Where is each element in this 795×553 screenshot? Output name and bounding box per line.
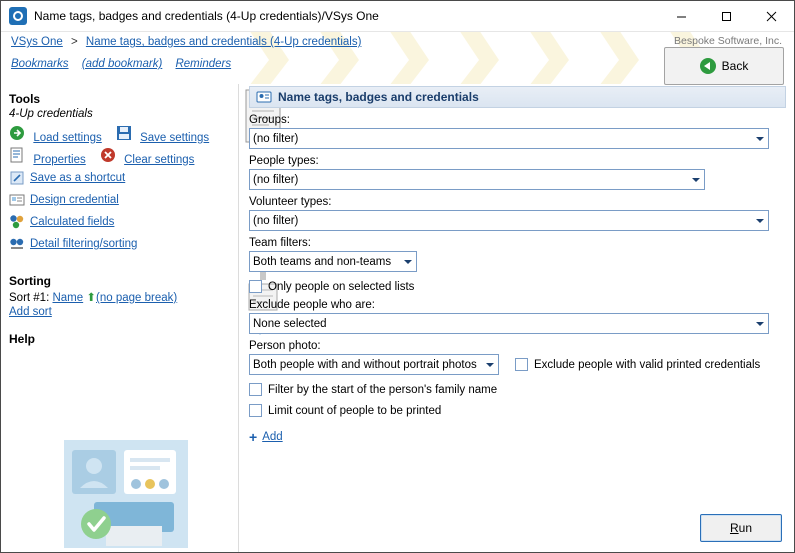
only-selected-lists-checkbox[interactable]: [249, 280, 262, 293]
add-sort-row: [9, 306, 230, 318]
filter-form: [249, 114, 786, 445]
exclude-valid-printed-row[interactable]: [515, 358, 760, 371]
plus-icon: +: [249, 429, 258, 445]
team-filters-label: Team filters:: [249, 237, 311, 249]
title-bar: [1, 1, 794, 32]
sorting-title: Sorting: [9, 274, 51, 288]
print-credential-illustration: [64, 440, 188, 548]
people-types-label: People types:: [249, 155, 319, 167]
groups-combo[interactable]: [249, 128, 769, 149]
tools-subtitle: 4-Up credentials: [9, 108, 93, 120]
add-link[interactable]: Add: [262, 431, 283, 443]
properties-label: Properties: [33, 153, 86, 166]
sort-prefix: Sort #1:: [9, 292, 50, 304]
sidebar-item-calculated-fields[interactable]: [9, 212, 230, 232]
sort-field-link[interactable]: Name: [52, 292, 84, 304]
sidebar-item-save-shortcut[interactable]: [9, 168, 230, 188]
person-photo-row: [249, 354, 786, 375]
exclude-valid-printed-label: Exclude people with valid printed credentials: [534, 358, 761, 371]
tools-row-1: [9, 124, 230, 144]
save-settings-label: Save settings: [140, 131, 210, 144]
limit-count-row[interactable]: [249, 404, 786, 417]
back-arrow-icon: [700, 58, 716, 74]
add-sort-link[interactable]: Add sort: [9, 306, 52, 318]
window-controls: [659, 1, 794, 31]
calculated-fields-label: Calculated fields: [30, 216, 115, 228]
exclude-valid-printed-checkbox[interactable]: [515, 358, 528, 371]
design-icon: [9, 192, 25, 208]
sidebar-item-load-settings[interactable]: [9, 125, 102, 144]
team-filters-combo[interactable]: [249, 251, 417, 272]
properties-icon: [9, 147, 25, 163]
volunteer-types-select[interactable]: [249, 210, 769, 231]
panel-title: Name tags, badges and credentials: [278, 90, 479, 104]
maximize-button[interactable]: [704, 1, 749, 31]
shortcut-icon: [9, 170, 25, 186]
sidebar-item-properties[interactable]: [9, 147, 86, 166]
add-bookmark-link[interactable]: (add bookmark): [81, 58, 163, 70]
back-button[interactable]: [664, 47, 784, 85]
app-icon: [9, 7, 27, 25]
tools-row-2: [9, 146, 230, 166]
sort-row: Sort #1: Name ⬆(no page break): [9, 292, 178, 304]
person-photo-select[interactable]: [249, 354, 499, 375]
clear-icon: [100, 147, 116, 163]
sidebar-item-clear-settings[interactable]: [100, 147, 195, 166]
save-icon: [116, 125, 132, 141]
sidebar-item-design-credential[interactable]: [9, 190, 230, 210]
load-icon: [9, 125, 25, 141]
load-settings-label: Load settings: [33, 131, 102, 144]
panel-header: [249, 86, 786, 108]
badge-icon: [256, 89, 272, 105]
minimize-button[interactable]: [659, 1, 704, 31]
save-shortcut-label: Save as a shortcut: [30, 172, 126, 184]
breadcrumb-root[interactable]: VSys One: [11, 36, 63, 48]
volunteer-types-label: Volunteer types:: [249, 196, 332, 208]
team-filters-select[interactable]: [249, 251, 417, 272]
filter-family-name-checkbox[interactable]: [249, 383, 262, 396]
company-label: Bespoke Software, Inc.: [674, 35, 782, 47]
detail-filtering-label: Detail filtering/sorting: [30, 238, 138, 250]
run-button-label: un: [738, 521, 753, 535]
clear-settings-label: Clear settings: [124, 153, 195, 166]
breadcrumb-current[interactable]: Name tags, badges and credentials (4-Up credentials): [85, 36, 362, 48]
sort-page-break-link[interactable]: (no page break): [96, 292, 178, 304]
volunteer-types-combo[interactable]: [249, 210, 769, 231]
design-credential-label: Design credential: [30, 194, 119, 206]
window-title: Name tags, badges and credentials (4-Up credentials)/VSys One: [34, 9, 379, 23]
person-photo-combo[interactable]: [249, 354, 499, 375]
filter-family-name-row[interactable]: [249, 383, 786, 396]
sidebar-item-detail-filtering[interactable]: [9, 234, 230, 254]
people-types-select[interactable]: [249, 169, 705, 190]
breadcrumb-separator: >: [70, 36, 78, 48]
tools-title: Tools: [9, 92, 41, 106]
add-filter-row[interactable]: [249, 429, 786, 445]
groups-select[interactable]: [249, 128, 769, 149]
back-button-label: Back: [721, 59, 749, 73]
filter-family-name-label: Filter by the start of the person's family name: [268, 383, 498, 396]
exclude-people-combo[interactable]: [249, 313, 769, 334]
only-selected-lists-row[interactable]: [249, 280, 786, 293]
close-button[interactable]: [749, 1, 794, 31]
help-title: Help: [9, 332, 36, 346]
exclude-people-select[interactable]: [249, 313, 769, 334]
exclude-people-label: Exclude people who are:: [249, 299, 375, 311]
groups-label: Groups:: [249, 114, 290, 126]
run-button-accel: R: [729, 521, 739, 535]
only-selected-lists-label: Only people on selected lists: [268, 280, 415, 293]
limit-count-checkbox[interactable]: [249, 404, 262, 417]
calculated-fields-icon: [9, 214, 25, 230]
sidebar-item-save-settings[interactable]: [116, 125, 209, 144]
bookmarks-link[interactable]: Bookmarks: [11, 58, 69, 70]
people-types-combo[interactable]: [249, 169, 705, 190]
reminders-link[interactable]: Reminders: [175, 58, 232, 70]
person-photo-label: Person photo:: [249, 340, 321, 352]
run-button[interactable]: [700, 514, 782, 542]
filter-sort-icon: [9, 236, 25, 252]
limit-count-label: Limit count of people to be printed: [268, 404, 442, 417]
main-panel: [239, 84, 794, 552]
